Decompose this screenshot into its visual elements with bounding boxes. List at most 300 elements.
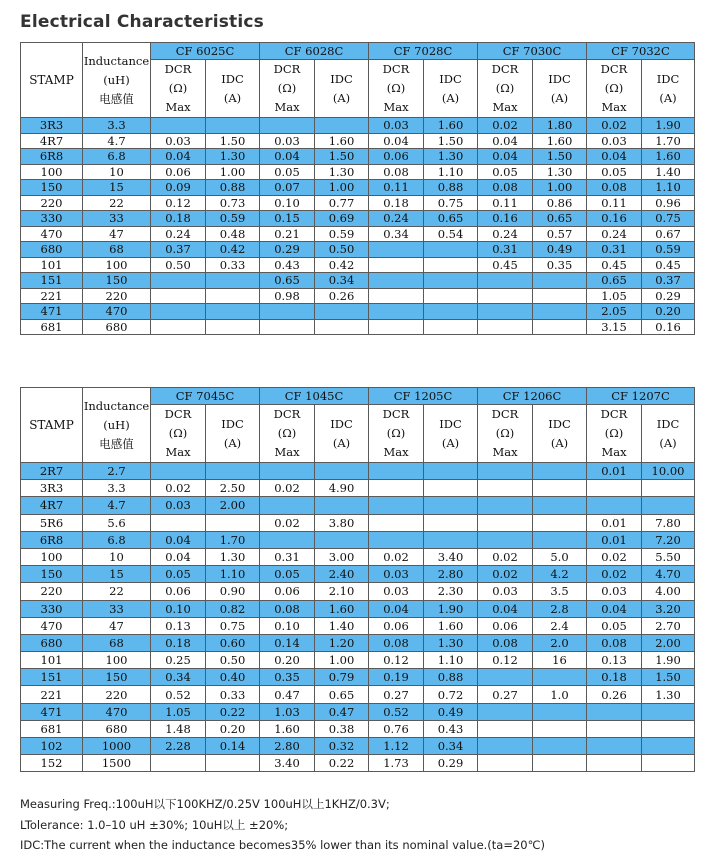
dcr-cell: 0.34 xyxy=(151,669,206,686)
inductance-cell: 680 xyxy=(83,319,151,335)
inductance-cell: 6.8 xyxy=(83,149,151,165)
header-idc xyxy=(424,60,478,118)
idc-cell: 0.22 xyxy=(315,755,369,772)
header-inductance xyxy=(83,43,151,118)
dcr-cell xyxy=(260,497,315,514)
stamp-cell: 471 xyxy=(21,304,83,320)
idc-cell: 1.80 xyxy=(533,118,587,134)
idc-cell xyxy=(315,531,369,548)
dcr-cell: 3.15 xyxy=(587,319,642,335)
header-dcr-line: (Ω) xyxy=(495,426,515,440)
dcr-cell xyxy=(151,288,206,304)
header-inductance-line: 电感值 xyxy=(99,91,134,106)
idc-cell: 3.40 xyxy=(424,548,478,565)
dcr-cell: 1.03 xyxy=(260,703,315,720)
header-dcr xyxy=(260,60,315,118)
dcr-cell xyxy=(369,257,424,273)
electrical-table-1 xyxy=(20,42,695,335)
idc-cell: 0.59 xyxy=(642,242,695,258)
header-dcr-line: (Ω) xyxy=(168,426,188,440)
header-dcr-line: DCR xyxy=(273,62,301,76)
idc-cell xyxy=(424,242,478,258)
header-inductance-line: Inductance xyxy=(83,53,150,68)
header-dcr-line: Max xyxy=(601,100,627,114)
header-stamp: STAMP xyxy=(21,43,83,118)
dcr-cell: 0.06 xyxy=(369,149,424,165)
dcr-cell: 0.02 xyxy=(587,118,642,134)
idc-cell: 1.60 xyxy=(642,149,695,165)
dcr-cell: 0.08 xyxy=(587,634,642,651)
header-inductance-line: (uH) xyxy=(103,72,130,87)
stamp-cell: 150 xyxy=(21,180,83,196)
dcr-cell: 0.01 xyxy=(587,514,642,531)
dcr-cell: 2.28 xyxy=(151,738,206,755)
dcr-cell: 0.02 xyxy=(260,514,315,531)
idc-cell xyxy=(424,304,478,320)
header-stamp: STAMP xyxy=(21,388,83,463)
header-dcr-line: Max xyxy=(274,100,300,114)
stamp-cell: 681 xyxy=(21,720,83,737)
idc-cell: 2.00 xyxy=(642,634,695,651)
header-idc-line: IDC xyxy=(221,416,244,431)
idc-cell: 0.33 xyxy=(206,257,260,273)
table-row xyxy=(21,738,695,755)
dcr-cell: 0.05 xyxy=(587,164,642,180)
header-dcr xyxy=(260,405,315,463)
dcr-cell xyxy=(151,118,206,134)
header-dcr-line: (Ω) xyxy=(277,81,297,95)
dcr-cell: 0.08 xyxy=(260,600,315,617)
dcr-cell: 0.27 xyxy=(478,686,533,703)
idc-cell: 2.8 xyxy=(533,600,587,617)
idc-cell xyxy=(642,755,695,772)
table-row xyxy=(21,497,695,514)
dcr-cell: 0.03 xyxy=(587,133,642,149)
idc-cell: 1.70 xyxy=(206,531,260,548)
stamp-cell: 6R8 xyxy=(21,149,83,165)
header-dcr-line: DCR xyxy=(164,62,192,76)
idc-cell xyxy=(424,497,478,514)
idc-cell: 0.42 xyxy=(206,242,260,258)
dcr-cell xyxy=(478,304,533,320)
idc-cell: 0.73 xyxy=(206,195,260,211)
idc-cell: 3.20 xyxy=(642,600,695,617)
stamp-cell: 151 xyxy=(21,273,83,289)
idc-cell: 1.00 xyxy=(206,164,260,180)
dcr-cell xyxy=(151,463,206,480)
dcr-cell xyxy=(369,288,424,304)
header-dcr xyxy=(478,405,533,463)
dcr-cell xyxy=(369,319,424,335)
table-row xyxy=(21,531,695,548)
dcr-cell xyxy=(369,497,424,514)
idc-cell: 0.49 xyxy=(424,703,478,720)
stamp-cell: 330 xyxy=(21,600,83,617)
idc-cell xyxy=(533,463,587,480)
idc-cell: 16 xyxy=(533,652,587,669)
dcr-cell: 0.05 xyxy=(260,164,315,180)
idc-cell: 3.5 xyxy=(533,583,587,600)
idc-cell xyxy=(642,703,695,720)
table-row xyxy=(21,149,695,165)
dcr-cell: 0.02 xyxy=(478,566,533,583)
idc-cell: 1.70 xyxy=(642,133,695,149)
header-inductance xyxy=(83,388,151,463)
note-idc-definition: IDC:The current when the inductance becomes35% lower than its nominal value.(ta=20℃) xyxy=(20,838,546,852)
dcr-cell: 0.52 xyxy=(151,686,206,703)
dcr-cell xyxy=(478,514,533,531)
idc-cell xyxy=(424,480,478,497)
header-dcr-line: Max xyxy=(165,445,191,459)
idc-cell xyxy=(642,738,695,755)
header-dcr-line: (Ω) xyxy=(168,81,188,95)
idc-cell xyxy=(533,304,587,320)
dcr-cell xyxy=(587,720,642,737)
idc-cell xyxy=(206,514,260,531)
idc-cell: 0.82 xyxy=(206,600,260,617)
stamp-cell: 221 xyxy=(21,686,83,703)
dcr-cell: 0.02 xyxy=(587,548,642,565)
dcr-cell xyxy=(260,463,315,480)
table-row xyxy=(21,669,695,686)
dcr-cell: 0.45 xyxy=(587,257,642,273)
header-idc-line: IDC xyxy=(656,416,680,431)
dcr-cell: 0.04 xyxy=(478,133,533,149)
idc-cell xyxy=(206,288,260,304)
dcr-cell xyxy=(478,273,533,289)
header-idc xyxy=(642,405,695,463)
header-dcr-line: Max xyxy=(165,100,191,114)
inductance-cell: 1500 xyxy=(83,755,151,772)
idc-cell: 0.75 xyxy=(424,195,478,211)
header-row-models xyxy=(21,43,695,60)
electrical-table-2 xyxy=(20,387,695,772)
idc-cell: 5.50 xyxy=(642,548,695,565)
dcr-cell xyxy=(478,720,533,737)
idc-cell: 0.38 xyxy=(315,720,369,737)
dcr-cell: 0.10 xyxy=(151,600,206,617)
dcr-cell: 0.27 xyxy=(369,686,424,703)
idc-cell: 1.30 xyxy=(206,149,260,165)
inductance-cell: 47 xyxy=(83,226,151,242)
dcr-cell: 0.10 xyxy=(260,617,315,634)
idc-cell: 4.2 xyxy=(533,566,587,583)
header-dcr-line: (Ω) xyxy=(386,426,406,440)
stamp-cell: 681 xyxy=(21,319,83,335)
dcr-cell: 0.03 xyxy=(369,583,424,600)
idc-cell: 0.88 xyxy=(206,180,260,196)
idc-cell xyxy=(315,118,369,134)
inductance-cell: 150 xyxy=(83,273,151,289)
idc-cell: 0.35 xyxy=(533,257,587,273)
idc-cell: 0.72 xyxy=(424,686,478,703)
table-row xyxy=(21,288,695,304)
idc-cell xyxy=(642,720,695,737)
dcr-cell: 0.19 xyxy=(369,669,424,686)
header-dcr-line: DCR xyxy=(491,407,519,421)
dcr-cell: 0.04 xyxy=(587,600,642,617)
dcr-cell: 0.12 xyxy=(369,652,424,669)
dcr-cell xyxy=(369,480,424,497)
idc-cell: 3.80 xyxy=(315,514,369,531)
dcr-cell: 0.18 xyxy=(369,195,424,211)
inductance-cell: 220 xyxy=(83,288,151,304)
table-row xyxy=(21,463,695,480)
inductance-cell: 4.7 xyxy=(83,133,151,149)
dcr-cell xyxy=(260,118,315,134)
idc-cell: 1.50 xyxy=(424,133,478,149)
header-dcr-line: Max xyxy=(383,100,409,114)
idc-cell xyxy=(533,755,587,772)
idc-cell: 0.48 xyxy=(206,226,260,242)
idc-cell: 1.60 xyxy=(424,118,478,134)
stamp-cell: 470 xyxy=(21,617,83,634)
idc-cell xyxy=(533,703,587,720)
dcr-cell: 2.05 xyxy=(587,304,642,320)
dcr-cell: 0.65 xyxy=(260,273,315,289)
idc-cell: 1.60 xyxy=(315,600,369,617)
header-dcr-line: (Ω) xyxy=(386,81,406,95)
dcr-cell: 0.03 xyxy=(478,583,533,600)
idc-cell: 0.50 xyxy=(315,242,369,258)
table-row xyxy=(21,133,695,149)
stamp-cell: 3R3 xyxy=(21,480,83,497)
dcr-cell: 0.16 xyxy=(478,211,533,227)
idc-cell: 1.10 xyxy=(424,164,478,180)
stamp-cell: 102 xyxy=(21,738,83,755)
idc-cell: 0.69 xyxy=(315,211,369,227)
dcr-cell: 0.34 xyxy=(369,226,424,242)
idc-cell: 0.57 xyxy=(533,226,587,242)
inductance-cell: 33 xyxy=(83,211,151,227)
dcr-cell: 0.15 xyxy=(260,211,315,227)
idc-cell: 0.65 xyxy=(315,686,369,703)
inductance-cell: 68 xyxy=(83,634,151,651)
stamp-cell: 101 xyxy=(21,652,83,669)
dcr-cell: 1.60 xyxy=(260,720,315,737)
dcr-cell: 0.06 xyxy=(369,617,424,634)
dcr-cell xyxy=(151,304,206,320)
idc-cell: 4.00 xyxy=(642,583,695,600)
dcr-cell: 0.02 xyxy=(151,480,206,497)
idc-cell: 1.30 xyxy=(315,164,369,180)
dcr-cell: 0.65 xyxy=(587,273,642,289)
header-idc-line: IDC xyxy=(330,416,353,431)
idc-cell: 1.30 xyxy=(424,634,478,651)
idc-cell xyxy=(642,480,695,497)
inductance-cell: 22 xyxy=(83,583,151,600)
header-idc-line: IDC xyxy=(439,416,462,431)
dcr-cell: 0.04 xyxy=(369,600,424,617)
inductance-cell: 2.7 xyxy=(83,463,151,480)
stamp-cell: 150 xyxy=(21,566,83,583)
idc-cell: 0.54 xyxy=(424,226,478,242)
header-idc-line: (A) xyxy=(223,90,242,105)
idc-cell: 1.30 xyxy=(642,686,695,703)
header-idc-line: IDC xyxy=(548,71,571,86)
dcr-cell: 0.24 xyxy=(151,226,206,242)
dcr-cell: 0.18 xyxy=(151,211,206,227)
header-idc xyxy=(533,60,587,118)
dcr-cell: 0.31 xyxy=(260,548,315,565)
dcr-cell: 0.11 xyxy=(369,180,424,196)
table-row xyxy=(21,273,695,289)
header-dcr xyxy=(478,60,533,118)
dcr-cell: 0.16 xyxy=(587,211,642,227)
stamp-cell: 100 xyxy=(21,548,83,565)
dcr-cell xyxy=(369,273,424,289)
idc-cell: 0.37 xyxy=(642,273,695,289)
header-dcr xyxy=(587,405,642,463)
inductance-cell: 680 xyxy=(83,720,151,737)
dcr-cell: 0.47 xyxy=(260,686,315,703)
header-inductance-line: 电感值 xyxy=(99,436,134,451)
model-header: CF 1207C xyxy=(587,388,695,405)
header-idc-line: IDC xyxy=(330,71,353,86)
dcr-cell: 0.10 xyxy=(260,195,315,211)
dcr-cell: 0.12 xyxy=(478,652,533,669)
idc-cell: 0.96 xyxy=(642,195,695,211)
table-row xyxy=(21,118,695,134)
dcr-cell xyxy=(369,514,424,531)
header-dcr-line: Max xyxy=(383,445,409,459)
table-row xyxy=(21,686,695,703)
dcr-cell: 0.08 xyxy=(478,634,533,651)
idc-cell: 2.30 xyxy=(424,583,478,600)
header-dcr-line: DCR xyxy=(491,62,519,76)
idc-cell xyxy=(533,720,587,737)
idc-cell: 0.32 xyxy=(315,738,369,755)
idc-cell: 1.50 xyxy=(533,149,587,165)
dcr-cell: 0.07 xyxy=(260,180,315,196)
dcr-cell: 0.04 xyxy=(151,548,206,565)
table-row xyxy=(21,617,695,634)
model-header: CF 6028C xyxy=(260,43,369,60)
inductance-cell: 150 xyxy=(83,669,151,686)
dcr-cell: 0.14 xyxy=(260,634,315,651)
header-idc-line: IDC xyxy=(221,71,244,86)
table-row xyxy=(21,566,695,583)
idc-cell: 0.42 xyxy=(315,257,369,273)
idc-cell: 1.60 xyxy=(533,133,587,149)
dcr-cell: 0.01 xyxy=(587,531,642,548)
header-dcr-line: DCR xyxy=(600,407,628,421)
dcr-cell: 0.08 xyxy=(369,164,424,180)
idc-cell: 1.10 xyxy=(206,566,260,583)
inductance-cell: 470 xyxy=(83,304,151,320)
dcr-cell: 0.35 xyxy=(260,669,315,686)
idc-cell: 0.40 xyxy=(206,669,260,686)
idc-cell xyxy=(533,669,587,686)
idc-cell: 1.50 xyxy=(642,669,695,686)
table-row xyxy=(21,164,695,180)
dcr-cell xyxy=(478,288,533,304)
idc-cell: 1.40 xyxy=(642,164,695,180)
idc-cell xyxy=(424,514,478,531)
idc-cell: 2.40 xyxy=(315,566,369,583)
dcr-cell: 0.06 xyxy=(151,583,206,600)
dcr-cell xyxy=(478,497,533,514)
dcr-cell: 0.18 xyxy=(587,669,642,686)
idc-cell xyxy=(424,531,478,548)
stamp-cell: 220 xyxy=(21,195,83,211)
idc-cell xyxy=(424,463,478,480)
header-dcr xyxy=(587,60,642,118)
dcr-cell: 0.04 xyxy=(478,149,533,165)
dcr-cell: 0.21 xyxy=(260,226,315,242)
idc-cell: 0.20 xyxy=(642,304,695,320)
dcr-cell: 0.02 xyxy=(260,480,315,497)
inductance-cell: 15 xyxy=(83,180,151,196)
idc-cell: 1.30 xyxy=(424,149,478,165)
dcr-cell: 0.05 xyxy=(260,566,315,583)
dcr-cell: 0.03 xyxy=(587,583,642,600)
table-row xyxy=(21,583,695,600)
dcr-cell: 0.03 xyxy=(369,566,424,583)
model-header: CF 7045C xyxy=(151,388,260,405)
idc-cell: 5.0 xyxy=(533,548,587,565)
dcr-cell xyxy=(478,480,533,497)
header-idc xyxy=(315,60,369,118)
idc-cell: 0.34 xyxy=(424,738,478,755)
dcr-cell xyxy=(478,463,533,480)
idc-cell xyxy=(315,304,369,320)
header-dcr-line: (Ω) xyxy=(495,81,515,95)
inductance-cell: 3.3 xyxy=(83,480,151,497)
header-idc-line: IDC xyxy=(656,71,680,86)
model-header: CF 1045C xyxy=(260,388,369,405)
idc-cell: 1.40 xyxy=(315,617,369,634)
stamp-cell: 2R7 xyxy=(21,463,83,480)
inductance-cell: 22 xyxy=(83,195,151,211)
dcr-cell: 0.06 xyxy=(478,617,533,634)
header-idc xyxy=(642,60,695,118)
idc-cell: 7.20 xyxy=(642,531,695,548)
dcr-cell: 0.76 xyxy=(369,720,424,737)
dcr-cell xyxy=(587,738,642,755)
idc-cell: 0.29 xyxy=(424,755,478,772)
idc-cell: 0.59 xyxy=(315,226,369,242)
dcr-cell: 0.04 xyxy=(478,600,533,617)
page-title: Electrical Characteristics xyxy=(20,12,264,32)
header-idc xyxy=(315,405,369,463)
header-dcr xyxy=(151,60,206,118)
dcr-cell: 1.05 xyxy=(587,288,642,304)
inductance-cell: 6.8 xyxy=(83,531,151,548)
idc-cell: 1.30 xyxy=(206,548,260,565)
idc-cell: 1.00 xyxy=(533,180,587,196)
dcr-cell xyxy=(151,514,206,531)
table-row xyxy=(21,600,695,617)
table-row xyxy=(21,480,695,497)
header-dcr xyxy=(151,405,206,463)
dcr-cell: 0.98 xyxy=(260,288,315,304)
header-idc-line: (A) xyxy=(441,90,460,105)
dcr-cell: 1.73 xyxy=(369,755,424,772)
idc-cell: 1.60 xyxy=(424,617,478,634)
idc-cell: 0.16 xyxy=(642,319,695,335)
dcr-cell: 0.11 xyxy=(587,195,642,211)
header-dcr-line: (Ω) xyxy=(604,81,624,95)
dcr-cell: 0.06 xyxy=(260,583,315,600)
idc-cell: 3.00 xyxy=(315,548,369,565)
dcr-cell: 0.13 xyxy=(151,617,206,634)
idc-cell xyxy=(206,319,260,335)
inductance-cell: 10 xyxy=(83,164,151,180)
dcr-cell xyxy=(478,531,533,548)
dcr-cell: 1.48 xyxy=(151,720,206,737)
stamp-cell: 220 xyxy=(21,583,83,600)
